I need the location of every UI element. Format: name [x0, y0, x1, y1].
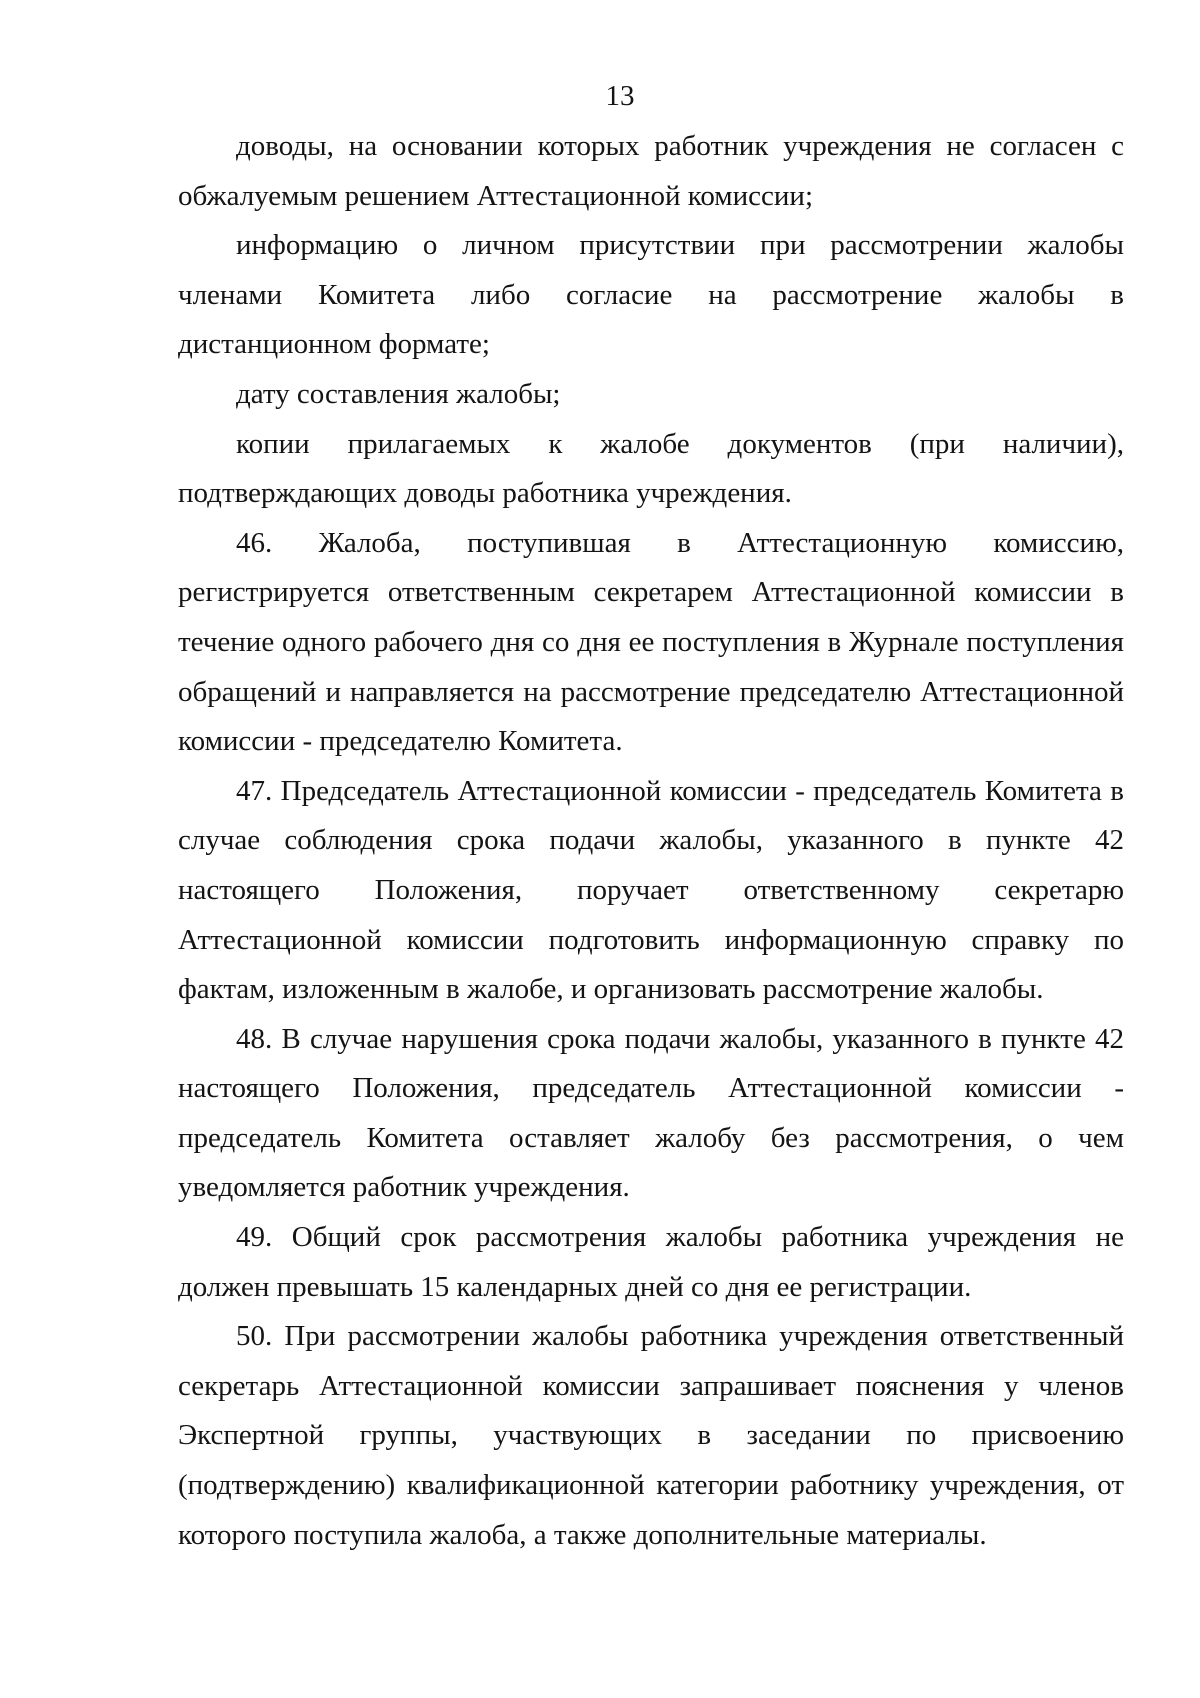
paragraph-48: 48. В случае нарушения срока подачи жалобы, указанного в пункте 42 настоящего Положения, председатель Аттестационной комиссии - председатель Комитета оставляет жалобу без рассмотрения, о чем уведомляется работник учреждения. [178, 1022, 1124, 1204]
paragraph-50: 50. При рассмотрении жалобы работника учреждения ответственный секретарь Аттестационной комиссии запрашивает пояснения у членов Экспертной группы, участвующих в заседании по присвоению (подтверждению) квалификационной категории работнику учреждения, от которого поступила жалоба, а также дополнительные материалы. [178, 1320, 1124, 1551]
paragraph-presence-information: информацию о личном присутствии при рассмотрении жалобы членами Комитета либо согласие на рассмотрение жалобы в дистанционном формате; [178, 229, 1124, 361]
paragraph-attached-copies: копии прилагаемых к жалобе документов (при наличии), подтверждающих доводы работника учреждения. [178, 427, 1124, 510]
paragraph-46: 46. Жалоба, поступившая в Аттестационную комиссию, регистрируется ответственным секретарем Аттестационной комиссии в течение одного рабочего дня со дня ее поступления в Журнале поступления обращений и направляется на рассмотрение председателю Аттестационной комиссии - председателю Комитета. [178, 526, 1124, 758]
paragraph-49: 49. Общий срок рассмотрения жалобы работника учреждения не должен превышать 15 календарных дней со дня ее регистрации. [178, 1221, 1124, 1303]
paragraph-47: 47. Председатель Аттестационной комиссии - председатель Комитета в случае соблюдения срока подачи жалобы, указанного в пункте 42 настоящего Положения, поручает ответственному секретарю Аттестационной комиссии подготовить информационную справку по фактам, изложенным в жалобе, и организовать рассмотрение жалобы. [178, 774, 1124, 1006]
paragraph-complaint-date: дату составления жалобы; [236, 377, 561, 410]
page-number: 13 [605, 80, 635, 112]
paragraph-arguments: доводы, на основании которых работник учреждения не согласен с обжалуемым решением Аттестационной комиссии; [178, 130, 1124, 212]
document-body [178, 122, 1124, 1560]
